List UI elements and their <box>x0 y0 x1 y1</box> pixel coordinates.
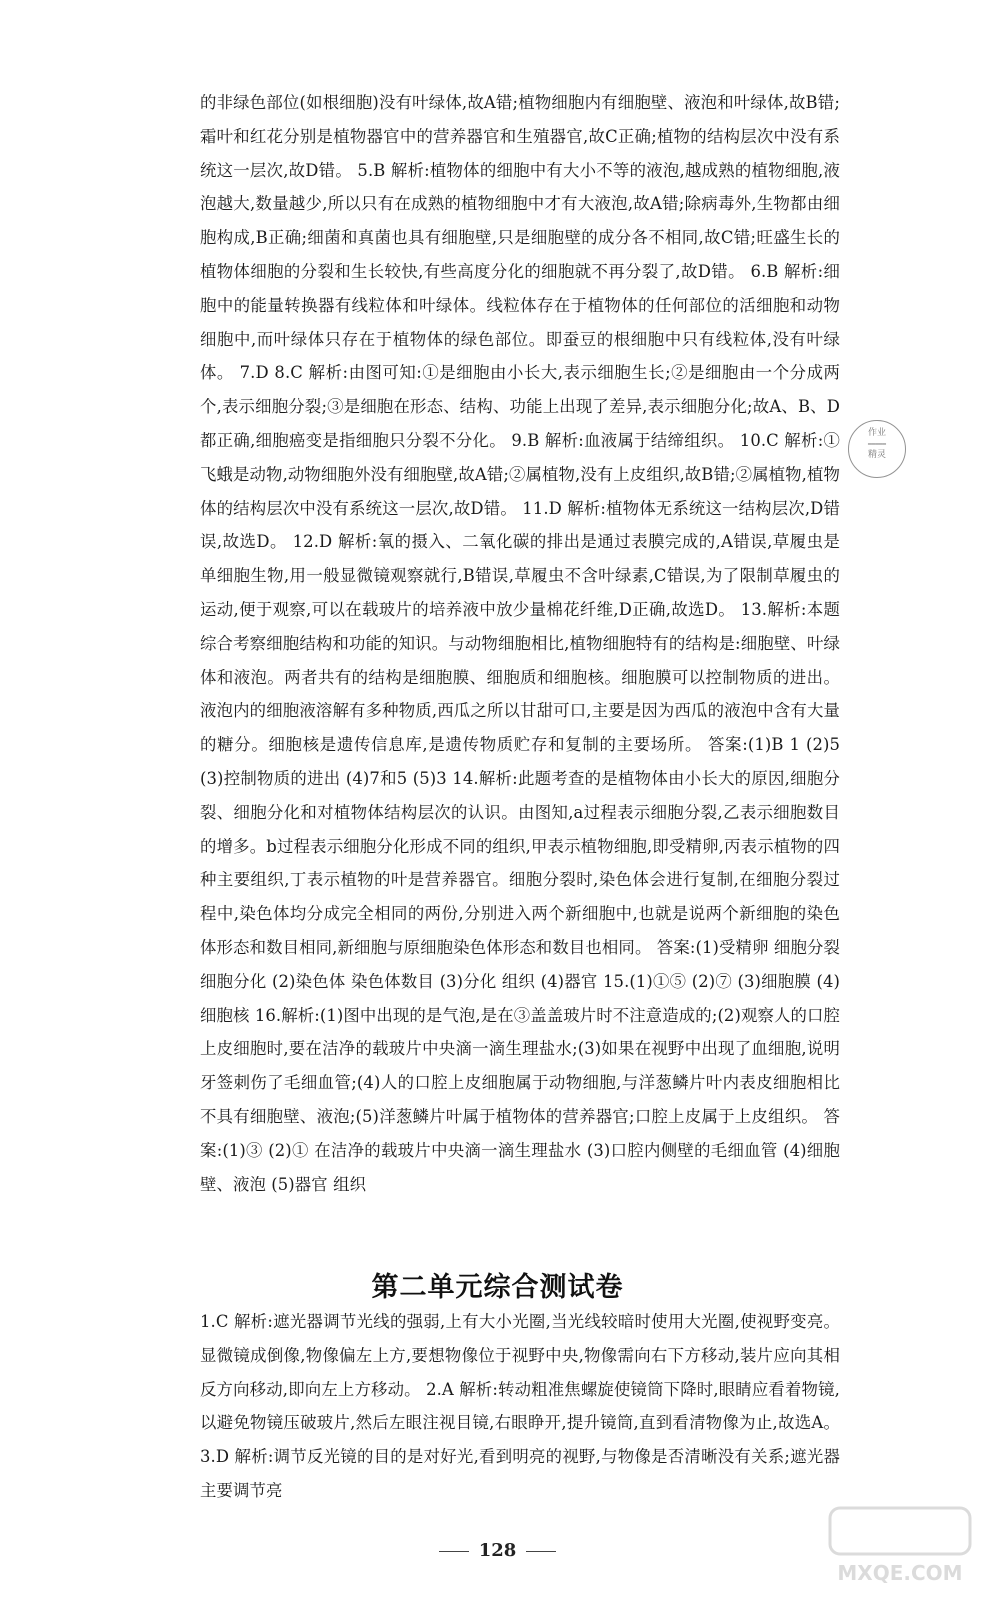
section-title: 第二单元综合测试卷 <box>371 1272 624 1303</box>
stamp-text-top: 作业 <box>867 428 886 438</box>
answer-paragraph: 1.C 解析:遮光器调节光线的强弱,上有大小光圈,当光线较暗时使用大光圈,使视野变亮。显微镜成倒像,物像偏左上方,要想物像位于视野中央,物像需向右下方移动,装片应向其相反方向移动,即向左上方移动。 2.A 解析:转动粗准焦螺旋使镜筒下降时,眼睛应看着物镜,以避免物镜压破玻片,然后左眼注视目镜,右眼睁开,提升镜筒,直到看清物像为止,故选A。 3.D 解析:调节反光镜的目的是对好光,看到明亮的视野,与物像是否清晰没有关系;遮光器主要调节亮 <box>200 1312 840 1500</box>
footer-dash-right <box>526 1551 556 1552</box>
page-number: 128 <box>478 1540 517 1561</box>
answer-text-lower <box>200 1305 840 1508</box>
stamp-text-bottom: 精灵 <box>867 450 886 460</box>
answer-paragraph: 的非绿色部位(如根细胞)没有叶绿体,故A错;植物细胞内有细胞壁、液泡和叶绿体,故B错;霜叶和红花分别是植物器官中的营养器官和生殖器官,故C正确;植物的结构层次中没有系统这一层次,故D错。 5.B 解析:植物体的细胞中有大小不等的液泡,越成熟的植物细胞,液泡越大,数量越少,所以只有在成熟的植物细胞中才有大液泡,故A错;除病毒外,生物都由细胞构成,B正确;细菌和真菌也具有细胞壁,只是细胞壁的成分各不相同,故C错;旺盛生长的植物体细胞的分裂和生长较快,有些高度分化的细胞就不再分裂了,故D错。 6.B 解析:细胞中的能量转换器有线粒体和叶绿体。线粒体存在于植物体的任何部位的活细胞和动物细胞中,而叶绿体只存在于植物体的绿色部位。即蚕豆的根细胞中只有线粒体,没有叶绿体。 7.D 8.C 解析:由图可知:①是细胞由小长大,表示细胞生长;②是细胞由一个分成两个,表示细胞分裂;③是细胞在形态、结构、功能上出现了差异,表示细胞分化;故A、B、D都正确,细胞癌变是指细胞只分裂不分化。 9.B 解析:血液属于结缔组织。 10.C 解析:①飞蛾是动物,动物细胞外没有细胞壁,故A错;②属植物,没有上皮组织,故B错;②属植物,植物体的结构层次中没有系统这一层次,故D错。 11.D 解析:植物体无系统这一结构层次,D错误,故选D。 12.D 解析:氧的摄入、二氧化碳的排出是通过表膜完成的,A错误,草履虫是单细胞生物,用一般显微镜观察就行,B错误,草履虫不含叶绿素,C错误,为了限制草履虫的运动,便于观察,可以在载玻片的培养液中放少量棉花纤维,D正确,故选D。 13.解析:本题综合考察细胞结构和功能的知识。与动物细胞相比,植物细胞特有的结构是:细胞壁、叶绿体和液泡。两者共有的结构是细胞膜、细胞质和细胞核。细胞膜可以控制物质的进出。液泡内的细胞液溶解有多种物质,西瓜之所以甘甜可口,主要是因为西瓜的液泡中含有大量的糖分。细胞核是遗传信息库,是遗传物质贮存和复制的主要场所。 答案:(1)B 1 (2)5 (3)控制物质的进出 (4)7和5 (5)3 14.解析:此题考查的是植物体由小长大的原因,细胞分裂、细胞分化和对植物体结构层次的认识。由图知,a过程表示细胞分裂,乙表示细胞数目的增多。b过程表示细胞分化形成不同的组织,甲表示植物细胞,即受精卵,丙表示植物的四种主要组织,丁表示植物的叶是营养器官。细胞分裂时,染色体会进行复制,在细胞分裂过程中,染色体均分成完全相同的两份,分别进入两个新细胞中,也就是说两个新细胞的染色体形态和数目相同,新细胞与原细胞染色体形态和数目也相同。 答案:(1)受精卵 细胞分裂 细胞分化 (2)染色体 染色体数目 (3)分化 组织 (4)器官 15.(1)①⑤ (2)⑦ (3)细胞膜 (4)细胞核 16.解析:(1)图中出现的是气泡,是在③盖盖玻片时不注意造成的;(2)观察人的口腔上皮细胞时,要在洁净的载玻片中央滴一滴生理盐水;(3)如果在视野中出现了血细胞,说明牙签刺伤了毛细血管;(4)人的口腔上皮细胞属于动物细胞,与洋葱鳞片叶内表皮细胞相比不具有细胞壁、液泡;(5)洋葱鳞片叶属于植物体的营养器官;口腔上皮属于上皮组织。 答案:(1)③ (2)① 在洁净的载玻片中央滴一滴生理盐水 (3)口腔内侧壁的毛细血管 (4)细胞壁、液泡 (5)器官 组织 <box>200 93 840 1194</box>
watermark-frame <box>830 1508 970 1554</box>
watermark-text: MXQE.COM <box>837 1561 963 1585</box>
stamp-divider: ━━━━━ <box>867 441 887 448</box>
stamp-seal <box>848 420 906 478</box>
answer-text-upper <box>200 86 840 1201</box>
watermark-logo <box>820 1500 980 1590</box>
footer-dash-left <box>439 1551 469 1552</box>
